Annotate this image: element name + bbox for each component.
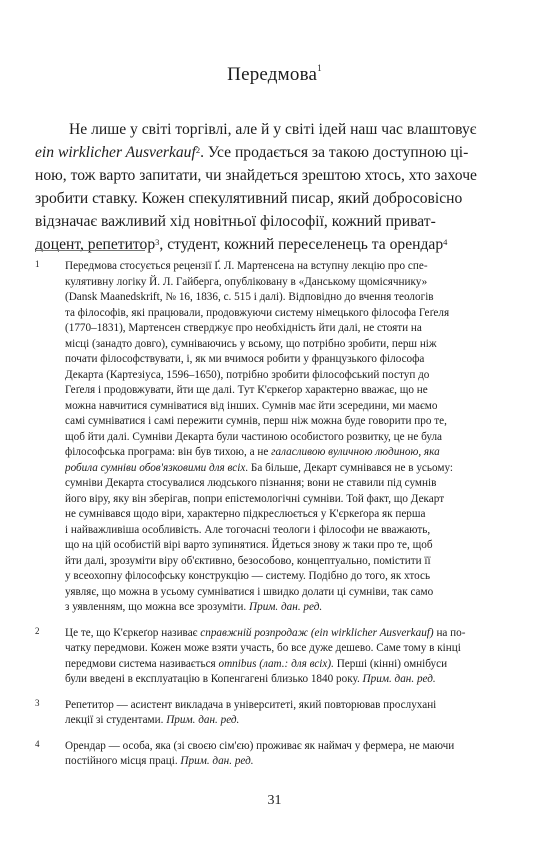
footnote-line: його віру, яку він зберігав, попри епістемологічні сумніви. Той факт, що Декарт — [65, 492, 445, 505]
body-line — [35, 233, 514, 256]
footnote-line — [65, 657, 514, 673]
footnote-text-run: передмови система називається — [65, 657, 219, 670]
foreign-phrase: ein wirklicher Ausverkauf — [35, 144, 196, 161]
footnote-line: Передмова стосується рецензії Ґ. Л. Мартенсена на вступну лекцію про спе- — [65, 260, 428, 272]
footnote-ref: 3 — [155, 237, 160, 247]
footnote-text-run: Це те, що К'єркеґор називає — [65, 626, 201, 639]
body-paragraph — [35, 118, 514, 256]
editor-note: Прим. дан. ред. — [362, 673, 436, 685]
footnote-number: 1 — [35, 259, 40, 269]
footnote-line: Репетитор — асистент викладача в університеті, який повторював прослухані — [65, 698, 437, 711]
footnote-line: та філософів, які працювали, продовжуючи систему німецького філософа Геґеля — [65, 306, 450, 319]
body-line: зробити ставку. Кожен спекулятивний писар, який добросовісно — [35, 190, 463, 207]
footnote-italic-run: справжній розпродаж (ein wirklicher Ausverkauf) — [200, 626, 434, 639]
footnote-line: кулятивну логіку Й. Л. Гайберга, опубліковану в «Данському щомісячнику» — [65, 275, 428, 288]
title-footnote-ref: 1 — [317, 63, 322, 73]
footnote-4 — [35, 739, 514, 770]
footnote-italic-run: галасливою вуличною людиною, яка — [271, 446, 440, 458]
footnote-line: місці (занадто довго), сумніваючись у всьому, що потрібно зробити, перш ніж — [65, 337, 437, 350]
footnote-3 — [35, 698, 514, 729]
footnote-line: сумніви Декарта стосувалися людського пізнання; вони не ставили під сумнів — [65, 477, 437, 489]
footnote-number: 2 — [35, 625, 40, 636]
body-text-run: , студент, кожний переселенець та орендар — [159, 236, 444, 253]
footnote-line — [65, 445, 514, 461]
footnote-line: (1770–1831), Мартенсен стверджує про необхідність йти далі, не стояти на — [65, 322, 422, 334]
footnote-text-run: лекції зі студентами. — [65, 714, 167, 726]
footnote-line: щоб йти далі. Сумніви Декарта були частиною особистого розвитку, це не була — [65, 430, 443, 443]
footnote-line: і найважливіша особливість. Але тогочасні теологи і філософи не вважають, — [65, 523, 431, 536]
footnote-italic-run: робила сумніви обов'язковими для всіх — [65, 461, 246, 474]
footnote-text-run: були введені в експлуатацію в Копенгагені близько 1840 року. — [65, 673, 363, 685]
footnote-text-run: Перші (кінні) омнібуси — [333, 657, 448, 670]
footnote-divider — [35, 250, 145, 251]
footnote-line — [65, 672, 514, 688]
footnote-2 — [35, 626, 514, 688]
footnote-text-run: з уявленням, що можна все зрозуміти. — [65, 601, 250, 613]
footnote-line: йти далі, зрозуміти віру об'єктивно, безособово, концептуально, помістити її — [65, 554, 431, 567]
footnote-1 — [35, 259, 514, 616]
footnote-line — [65, 626, 514, 642]
footnote-line: можна навчитися сумніватися від інших. Сумнів має йти зсередини, ми маємо — [65, 399, 438, 412]
body-line — [35, 141, 514, 164]
footnote-line: почати філософствувати, і, як ми вчимося робити у французького філософа — [65, 353, 425, 365]
footnote-line: уявляє, що можна в усьому сумніватися і швидко долати ці сумніви, так само — [65, 585, 434, 598]
footnote-italic-run: omnibus (лат.: для всіх). — [218, 657, 334, 670]
footnote-text-run: . Ба більше, Декарт сумнівався не в усьому: — [245, 461, 454, 474]
body-line: Не лише у світі торгівлі, але й у світі ідей наш час влаштовує — [69, 121, 477, 138]
footnote-ref: 2 — [195, 145, 201, 155]
body-text-run: . Усе продається за такою доступною ці- — [200, 144, 469, 161]
body-line: ною, тож варто запитати, чи знайдеться зрештою хтось, хто захоче — [35, 167, 477, 184]
footnote-line: що на цій особистій вірі варто зупинятися. Йдеться знову ж таки про те, щоб — [65, 539, 433, 551]
footnote-ref: 4 — [443, 237, 448, 247]
footnote-line: Орендар — особа, яка (зі своєю сім'єю) проживає як наймач у фермера, не маючи — [65, 739, 455, 752]
footnote-number: 4 — [35, 738, 40, 749]
footnote-line — [65, 713, 514, 729]
footnotes — [35, 259, 514, 780]
editor-note: Прим. дан. ред. — [180, 755, 254, 767]
page-number: 31 — [267, 793, 282, 808]
footnote-text-run: постійного місця праці. — [65, 755, 181, 767]
editor-note: Прим. дан. ред. — [249, 601, 323, 613]
footnote-number: 3 — [35, 697, 40, 708]
body-line: відзначає важливий хід новітньої філософії, кожний приват- — [35, 213, 436, 230]
footnote-line: самі сумніватися і самі пережити сумнів, перш ніж можна буде говорити про те, — [65, 415, 447, 427]
footnote-line: (Dansk Maanedskrift, № 16, 1836, с. 515 і далі). Відповідно до вчення теологів — [65, 291, 434, 303]
title-text: Передмова — [227, 64, 318, 85]
footnote-line — [65, 600, 514, 616]
footnote-line: Геґеля і продовжувати, йти ще далі. Тут К'єркеґор характерно вважає, що не — [65, 384, 428, 396]
footnote-text-run: філософська програма: він був тихою, а не — [65, 446, 272, 458]
footnote-line: Декарта (Картезіуса, 1596–1650), потрібно зробити філософський поступ до — [65, 368, 430, 381]
footnote-line — [65, 754, 514, 770]
footnote-line: у всеохопну філософську конструкцію — систему. Подібно до того, як хтось — [65, 570, 431, 582]
editor-note: Прим. дан. ред. — [166, 714, 240, 726]
body-text-run: доцент, репетитор — [35, 236, 156, 253]
footnote-text-run: на по- — [433, 626, 466, 639]
footnote-line: чатку передмови. Кожен може взяти участь, бо все дуже дешево. Саме тому в кінці — [65, 642, 461, 654]
page-title — [0, 64, 549, 86]
footnote-line: не сумнівався щодо віри, характерно підкреслюється у К'єркеґора як перша — [65, 508, 426, 520]
footnote-line — [65, 461, 514, 477]
